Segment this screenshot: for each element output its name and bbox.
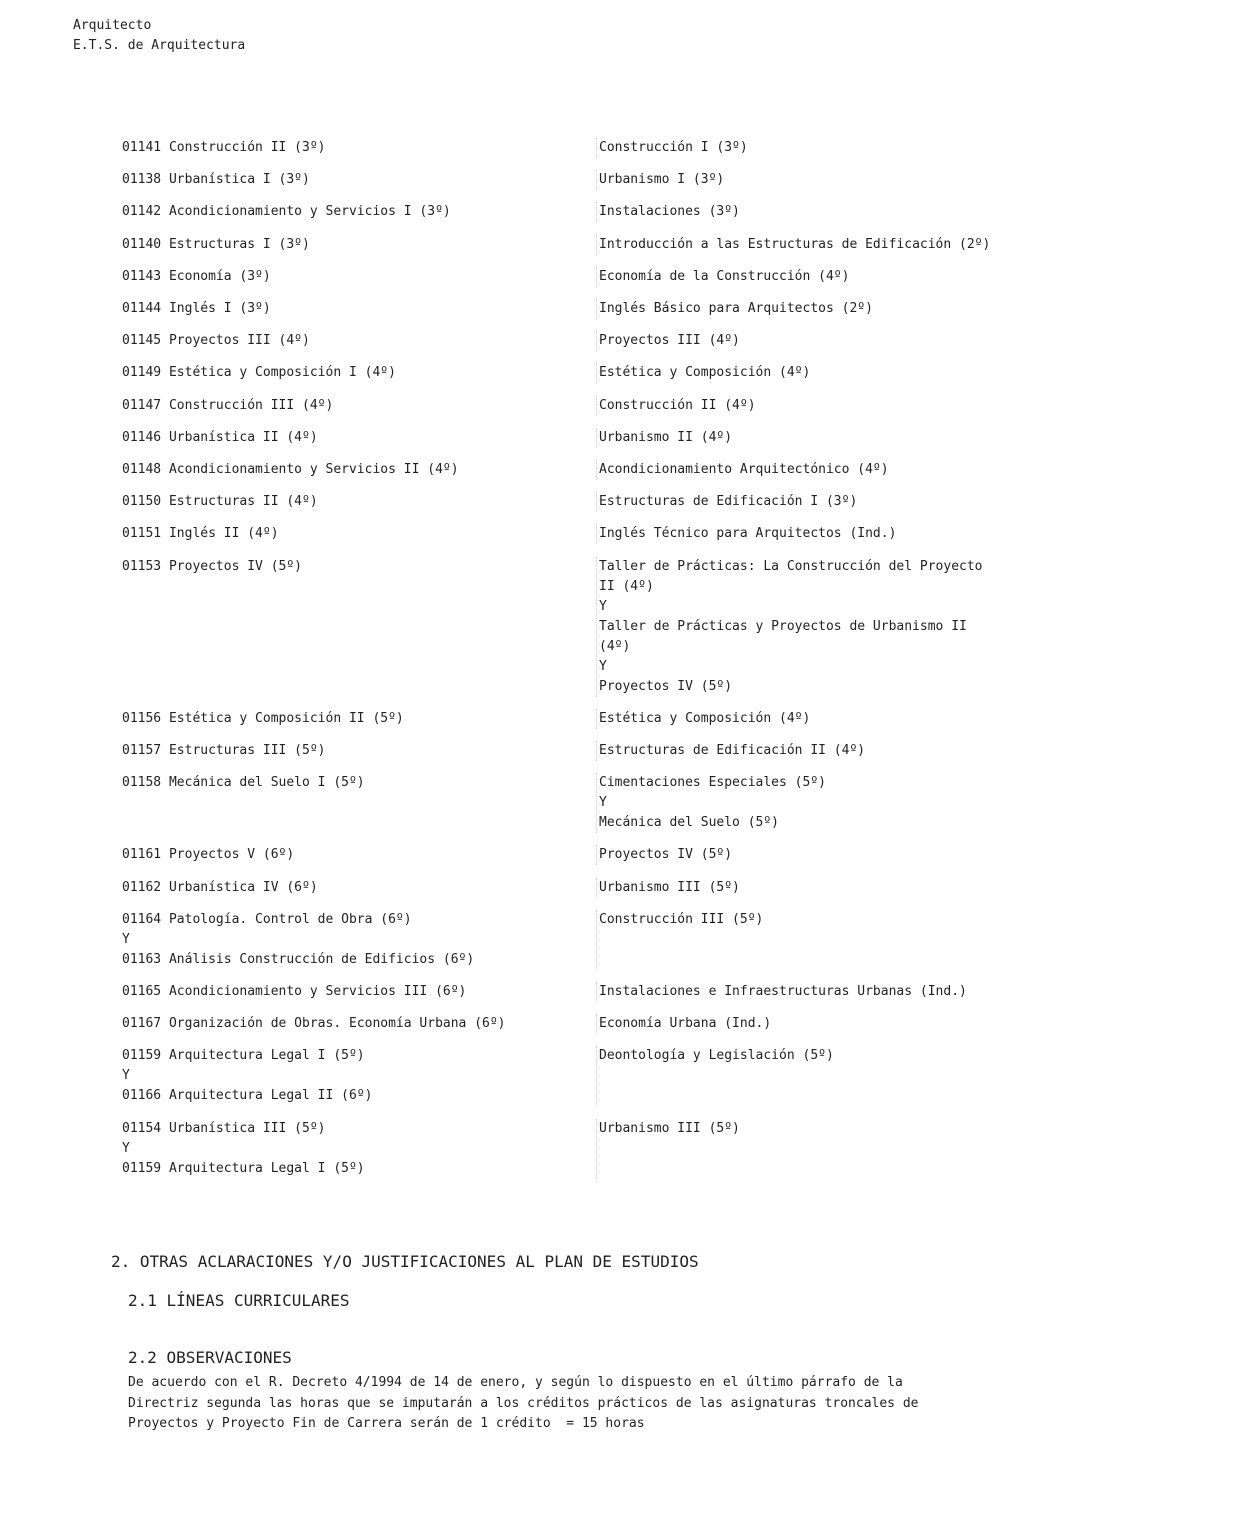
equivalent-subject-line: Instalaciones (3º): [599, 204, 740, 220]
equivalent-subject-cell: [596, 982, 1069, 1002]
table-row: [122, 331, 1122, 351]
equivalent-subject-line: Economía Urbana (Ind.): [599, 1016, 772, 1032]
table-row: [122, 910, 1122, 970]
equivalent-subject-line: Y: [599, 598, 607, 614]
document-header: [73, 16, 245, 56]
equivalent-subject-line: Acondicionamiento Arquitectónico (4º): [599, 462, 889, 477]
equivalent-subject-cell: [596, 428, 1069, 448]
equivalent-subject-cell: [596, 492, 1069, 512]
equivalent-subject-line: Construcción II (4º): [599, 397, 756, 413]
current-subject-cell: [122, 363, 582, 383]
section-2-2-title: 2.2 OBSERVACIONES: [128, 1348, 292, 1367]
current-subject-line: 01141 Construcción II (3º): [122, 140, 326, 155]
current-subject-line: 01164 Patología. Control de Obra (6º): [122, 911, 412, 927]
observations-paragraph: [128, 1373, 1048, 1435]
table-row: [122, 363, 1122, 383]
table-row: [122, 524, 1122, 544]
current-subject-cell: [122, 1046, 582, 1106]
table-row: [122, 1014, 1122, 1034]
equivalent-subject-line: Construcción I (3º): [599, 140, 748, 155]
current-subject-line: 01158 Mecánica del Suelo I (5º): [122, 775, 365, 791]
current-subject-line: Y: [122, 1140, 130, 1156]
equivalent-subject-cell: [596, 1119, 1069, 1179]
equivalent-subject-cell: [596, 910, 1069, 970]
table-row: [122, 982, 1122, 1002]
paragraph-line: Proyectos y Proyecto Fin de Carrera serán de 1 crédito = 15 horas: [128, 1416, 645, 1431]
current-subject-line: 01149 Estética y Composición I (4º): [122, 365, 396, 381]
current-subject-cell: [122, 299, 582, 319]
equivalent-subject-line: Inglés Básico para Arquitectos (2º): [599, 301, 873, 316]
equivalent-subject-cell: [596, 267, 1069, 287]
equivalent-subject-line: Y: [599, 795, 607, 811]
table-row: [122, 460, 1122, 480]
table-row: [122, 396, 1122, 416]
equivalent-subject-line: Proyectos IV (5º): [599, 847, 733, 863]
equivalent-subject-line: Urbanismo III (5º): [599, 1120, 740, 1136]
equivalent-subject-cell: [596, 709, 1069, 729]
equivalent-subject-cell: [596, 170, 1069, 190]
paragraph-line: Directriz segunda las horas que se imputarán a los créditos prácticos de las asignaturas troncales de: [128, 1395, 919, 1411]
equivalent-subject-cell: [596, 460, 1069, 480]
equivalent-subject-line: II (4º): [599, 578, 654, 594]
current-subject-cell: [122, 557, 582, 577]
equivalent-subject-line: Instalaciones e Infraestructuras Urbanas (Ind.): [599, 984, 967, 999]
equivalent-subject-cell: [596, 235, 1069, 255]
current-subject-cell: [122, 741, 582, 761]
current-subject-line: 01147 Construcción III (4º): [122, 397, 334, 413]
current-subject-line: 01165 Acondicionamiento y Servicios III (6º): [122, 984, 467, 999]
equivalent-subject-cell: [596, 1014, 1069, 1034]
paragraph-line: De acuerdo con el R. Decreto 4/1994 de 14 de enero, y según lo dispuesto en el último párrafo de la: [128, 1375, 903, 1390]
equivalent-subject-line: Urbanismo II (4º): [599, 429, 733, 445]
current-subject-line: 01140 Estructuras I (3º): [122, 236, 310, 252]
equivalent-subject-line: Estética y Composición (4º): [599, 710, 811, 726]
equivalent-subject-line: Cimentaciones Especiales (5º): [599, 775, 826, 791]
equivalent-subject-cell: [596, 773, 1069, 833]
current-subject-line: 01153 Proyectos IV (5º): [122, 558, 303, 574]
table-row: [122, 267, 1122, 287]
current-subject-line: 01162 Urbanística IV (6º): [122, 879, 318, 895]
table-row: [122, 845, 1122, 865]
current-subject-line: 01159 Arquitectura Legal I (5º): [122, 1048, 365, 1064]
equivalent-subject-cell: [596, 299, 1069, 319]
equivalent-subject-cell: [596, 845, 1069, 865]
equivalent-subject-line: Proyectos III (4º): [599, 333, 740, 349]
equivalent-subject-cell: [596, 1046, 1069, 1106]
table-row: [122, 202, 1122, 222]
equivalent-subject-cell: [596, 363, 1069, 383]
equivalent-subject-line: Taller de Prácticas: La Construcción del Proyecto: [599, 558, 983, 574]
equivalent-subject-line: Estructuras de Edificación I (3º): [599, 494, 858, 510]
current-subject-cell: [122, 428, 582, 448]
current-subject-line: Y: [122, 931, 130, 947]
current-subject-line: 01146 Urbanística II (4º): [122, 429, 318, 445]
current-subject-cell: [122, 492, 582, 512]
current-subject-line: 01167 Organización de Obras. Economía Urbana (6º): [122, 1016, 506, 1032]
table-row: [122, 557, 1122, 697]
equivalent-subject-line: Estructuras de Edificación II (4º): [599, 743, 866, 758]
current-subject-line: 01161 Proyectos V (6º): [122, 847, 295, 863]
header-school: E.T.S. de Arquitectura: [73, 38, 246, 53]
current-subject-cell: [122, 709, 582, 729]
equivalent-subject-cell: [596, 202, 1069, 222]
current-subject-line: 01144 Inglés I (3º): [122, 301, 271, 316]
current-subject-cell: [122, 982, 582, 1002]
section-2-1-title: 2.1 LÍNEAS CURRICULARES: [128, 1291, 350, 1310]
current-subject-line: 01142 Acondicionamiento y Servicios I (3º): [122, 204, 451, 220]
current-subject-cell: [122, 910, 582, 970]
current-subject-cell: [122, 460, 582, 480]
section-2-title: 2. OTRAS ACLARACIONES Y/O JUSTIFICACIONES AL PLAN DE ESTUDIOS: [111, 1252, 699, 1271]
equivalent-subject-line: Urbanismo I (3º): [599, 172, 725, 188]
current-subject-line: 01148 Acondicionamiento y Servicios II (4º): [122, 462, 459, 477]
current-subject-cell: [122, 524, 582, 544]
equivalent-subject-line: Proyectos IV (5º): [599, 678, 733, 694]
table-row: [122, 138, 1122, 158]
table-row: [122, 1119, 1122, 1179]
equivalent-subject-line: Urbanismo III (5º): [599, 879, 740, 895]
equivalent-subject-cell: [596, 396, 1069, 416]
equivalent-subject-cell: [596, 557, 1069, 697]
equivalent-subject-cell: [596, 331, 1069, 351]
table-row: [122, 299, 1122, 319]
equivalent-subject-line: Mecánica del Suelo (5º): [599, 815, 780, 831]
current-subject-line: 01138 Urbanística I (3º): [122, 172, 310, 188]
current-subject-line: 01163 Análisis Construcción de Edificios (6º): [122, 951, 475, 967]
current-subject-line: 01151 Inglés II (4º): [122, 526, 279, 542]
current-subject-line: 01159 Arquitectura Legal I (5º): [122, 1160, 365, 1176]
table-row: [122, 492, 1122, 512]
current-subject-line: Y: [122, 1068, 130, 1084]
table-row: [122, 878, 1122, 898]
table-row: [122, 741, 1122, 761]
equivalent-subject-line: Inglés Técnico para Arquitectos (Ind.): [599, 526, 897, 542]
current-subject-line: 01145 Proyectos III (4º): [122, 333, 310, 349]
table-row: [122, 773, 1122, 833]
equivalent-subject-line: Taller de Prácticas y Proyectos de Urbanismo II: [599, 618, 967, 634]
equivalent-subject-cell: [596, 741, 1069, 761]
current-subject-cell: [122, 1119, 582, 1179]
current-subject-line: 01150 Estructuras II (4º): [122, 494, 318, 510]
current-subject-cell: [122, 138, 582, 158]
equivalent-subject-line: Deontología y Legislación (5º): [599, 1048, 834, 1064]
table-row: [122, 235, 1122, 255]
equivalent-subject-line: Introducción a las Estructuras de Edificación (2º): [599, 236, 991, 252]
current-subject-cell: [122, 267, 582, 287]
current-subject-line: 01166 Arquitectura Legal II (6º): [122, 1088, 373, 1104]
current-subject-cell: [122, 845, 582, 865]
equivalent-subject-cell: [596, 524, 1069, 544]
current-subject-line: 01156 Estética y Composición II (5º): [122, 710, 404, 726]
current-subject-cell: [122, 773, 582, 793]
current-subject-cell: [122, 396, 582, 416]
current-subject-cell: [122, 1014, 582, 1034]
equivalent-subject-cell: [596, 138, 1069, 158]
equivalent-subject-cell: [596, 878, 1069, 898]
table-row: [122, 170, 1122, 190]
table-row: [122, 428, 1122, 448]
equivalent-subject-line: Construcción III (5º): [599, 911, 764, 927]
current-subject-cell: [122, 170, 582, 190]
equivalent-subject-line: Economía de la Construcción (4º): [599, 268, 850, 284]
equivalent-subject-line: Y: [599, 658, 607, 674]
table-row: [122, 1046, 1122, 1106]
current-subject-cell: [122, 235, 582, 255]
current-subject-cell: [122, 202, 582, 222]
header-degree: Arquitecto: [73, 18, 152, 33]
equivalent-subject-line: Estética y Composición (4º): [599, 365, 811, 381]
current-subject-cell: [122, 331, 582, 351]
current-subject-line: 01157 Estructuras III (5º): [122, 743, 326, 758]
table-row: [122, 709, 1122, 729]
current-subject-line: 01143 Economía (3º): [122, 268, 271, 284]
current-subject-line: 01154 Urbanística III (5º): [122, 1120, 326, 1136]
equivalent-subject-line: (4º): [599, 638, 631, 654]
current-subject-cell: [122, 878, 582, 898]
